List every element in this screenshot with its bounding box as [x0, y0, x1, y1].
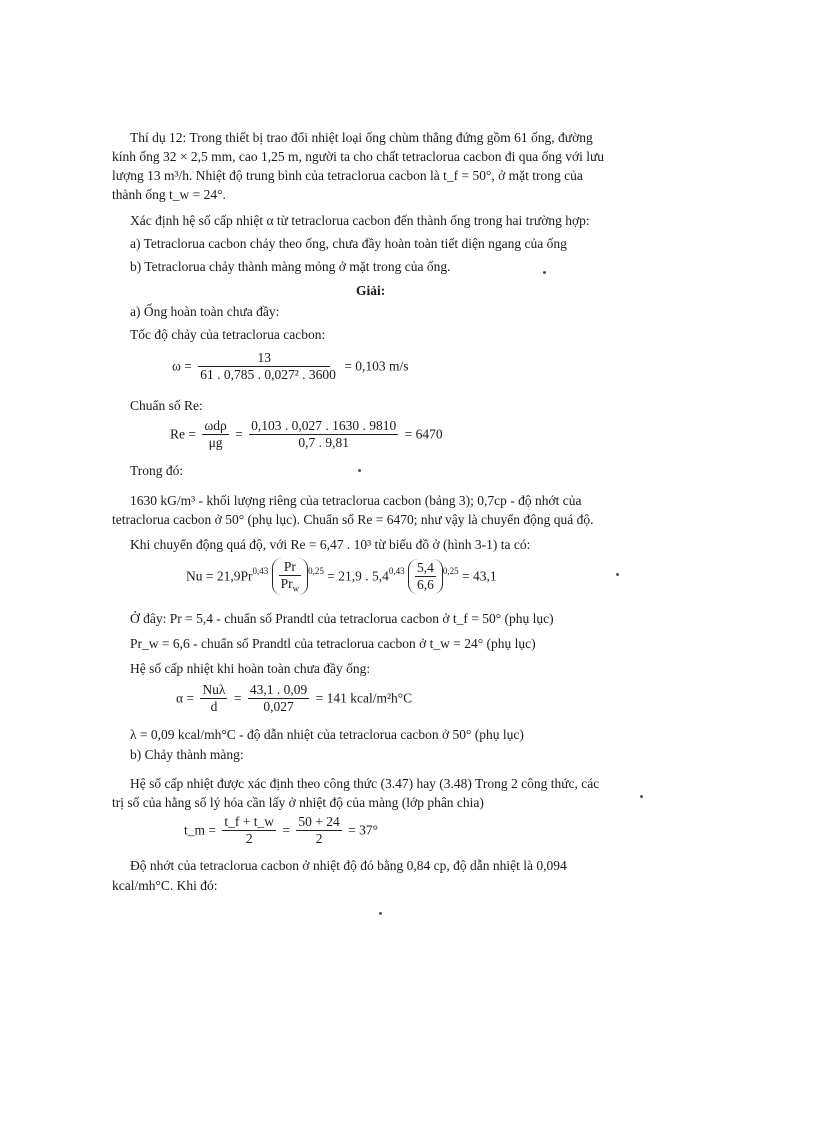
omega-fraction — [198, 350, 338, 383]
tm-equals: = — [282, 822, 290, 838]
case-a-heading: a) Ống hoàn toàn chưa đầy: — [130, 304, 280, 319]
alpha-label: Hệ số cấp nhiệt khi hoàn toàn chưa đầy ống: — [130, 661, 371, 676]
pr-line: Ở đây: Pr = 5,4 - chuẩn số Prandtl của tetraclorua cacbon ở t_f = 50° (phụ lục) — [130, 611, 554, 626]
nu-fraction-2-den: 6,6 — [417, 576, 434, 592]
film-line-1: Hệ số cấp nhiệt được xác định theo công thức (3.47) hay (3.48) Trong 2 công thức, các — [130, 776, 600, 791]
nu-middle: = 21,9 . 5,4 — [327, 568, 389, 584]
tm-lhs: t_m = — [184, 822, 216, 838]
lambda-line: λ = 0,09 kcal/mh°C - độ dẫn nhiệt của tetraclorua cacbon ở 50° (phụ lục) — [130, 727, 524, 742]
re-denominator-2: 0,7 . 9,81 — [298, 435, 349, 450]
transition-line: Khi chuyển động quá độ, với Re = 6,47 . 10³ từ biểu đồ ở (hình 3-1) ta có: — [130, 537, 531, 552]
nu-prw-sub: w — [292, 583, 300, 594]
nu-prw-base: Pr — [280, 576, 293, 591]
nu-fraction-2-num: 5,4 — [417, 559, 434, 575]
alpha-denominator-1: d — [210, 699, 218, 714]
tm-result: = 37° — [348, 822, 379, 838]
scan-speck — [543, 271, 546, 274]
viscosity-line-2: kcal/mh°C. Khi đó: — [112, 878, 218, 893]
equation-omega — [172, 350, 409, 383]
problem-line-4: thành ống t_w = 24°. — [112, 187, 226, 202]
where-label: Trong đó: — [130, 463, 184, 478]
re-denominator-1: μg — [208, 435, 223, 450]
nu-lhs: Nu = 21,9Pr — [186, 568, 253, 584]
tm-numerator-1: t_f + t_w — [224, 814, 274, 829]
task-line: Xác định hệ số cấp nhiệt α từ tetraclorua cacbon đến thành ống trong hai trường hợp: — [130, 213, 590, 228]
re-numerator-1: ωdρ — [204, 418, 227, 433]
equation-nu — [186, 558, 497, 595]
problem-line-3: lượng 13 m³/h. Nhiệt độ trung bình của tetraclorua cacbon là t_f = 50°, ở mặt trong của — [112, 168, 583, 183]
re-fraction-1 — [202, 418, 228, 451]
re-numerator-2: 0,103 . 0,027 . 1630 . 9810 — [251, 418, 397, 433]
omega-denominator: 61 . 0,785 . 0,027² . 3600 — [200, 367, 336, 382]
omega-numerator: 13 — [198, 350, 330, 367]
case-a-line: a) Tetraclorua cacbon chảy theo ống, chưa đầy hoàn toàn tiết diện ngang của ống — [130, 236, 567, 251]
alpha-result: = 141 kcal/m²h°C — [315, 690, 413, 706]
density-line-1: 1630 kG/m³ - khối lượng riêng của tetraclorua cacbon (bảng 3); 0,7cp - độ nhớt của — [130, 493, 582, 508]
re-fraction-2 — [249, 418, 398, 451]
solution-heading: Giải: — [356, 283, 386, 298]
nu-paren-2 — [408, 559, 443, 594]
tm-fraction-1 — [222, 814, 276, 847]
nu-fraction-2 — [415, 560, 436, 593]
omega-lhs: ω = — [172, 358, 192, 374]
omega-result: = 0,103 m/s — [344, 358, 409, 374]
tm-denominator-1: 2 — [245, 831, 253, 846]
nu-exponent-1: 0,43 — [252, 565, 269, 576]
scan-speck — [616, 573, 619, 576]
tm-denominator-2: 2 — [315, 831, 323, 846]
tm-numerator-2: 50 + 24 — [298, 814, 340, 829]
alpha-denominator-2: 0,027 — [263, 699, 294, 714]
alpha-fraction-1 — [200, 682, 227, 715]
scan-speck — [379, 912, 382, 915]
nu-exponent-2: 0,25 — [308, 565, 324, 576]
nu-exponent-3: 0,43 — [388, 565, 405, 576]
re-result: = 6470 — [404, 426, 443, 442]
equation-re — [170, 418, 443, 451]
scan-speck — [358, 469, 361, 472]
problem-line-2: kính ống 32 × 2,5 mm, cao 1,25 m, người ta cho chất tetraclorua cacbon đi qua ống với lưu — [112, 149, 605, 164]
film-line-2: trị số của hằng số lý hóa cần lấy ở nhiệt độ của màng (lớp phân chia) — [112, 795, 484, 810]
density-line-2: tetraclorua cacbon ở 50° (phụ lục). Chuẩn số Re = 6470; như vậy là chuyển động quá độ. — [112, 512, 594, 527]
speed-label: Tốc độ chảy của tetraclorua cacbon: — [130, 327, 326, 342]
prw-line: Pr_w = 6,6 - chuẩn số Prandtl của tetraclorua cacbon ở t_w = 24° (phụ lục) — [130, 636, 536, 651]
nu-paren-1 — [272, 558, 309, 595]
alpha-fraction-2 — [248, 682, 309, 715]
re-lhs: Re = — [170, 426, 196, 442]
case-b-line: b) Tetraclorua chảy thành màng mỏng ở mặt trong của ống. — [130, 259, 451, 274]
viscosity-line-1: Độ nhớt của tetraclorua cacbon ở nhiệt độ đó bằng 0,84 cp, độ dẫn nhiệt là 0,094 — [130, 858, 567, 873]
nu-pr: Pr — [279, 559, 302, 576]
tm-fraction-2 — [296, 814, 341, 847]
alpha-numerator-2: 43,1 . 0,09 — [249, 682, 308, 697]
scan-speck — [640, 795, 643, 798]
alpha-numerator-1: Nuλ — [202, 682, 226, 697]
re-equals: = — [235, 426, 243, 442]
nu-prw — [279, 576, 302, 594]
nu-exponent-4: 0,25 — [442, 565, 459, 576]
equation-tm — [184, 814, 378, 847]
re-label: Chuẩn số Re: — [130, 398, 203, 413]
alpha-equals: = — [233, 690, 242, 706]
equation-alpha — [176, 682, 412, 715]
nu-result: = 43,1 — [462, 568, 497, 584]
alpha-lhs: α = — [176, 690, 195, 706]
problem-line-1: Thí dụ 12: Trong thiết bị trao đổi nhiệt loại ống chùm thẳng đứng gồm 61 ống, đường — [130, 130, 593, 145]
case-b-heading: b) Chảy thành màng: — [130, 747, 244, 762]
nu-fraction-1 — [279, 559, 302, 594]
